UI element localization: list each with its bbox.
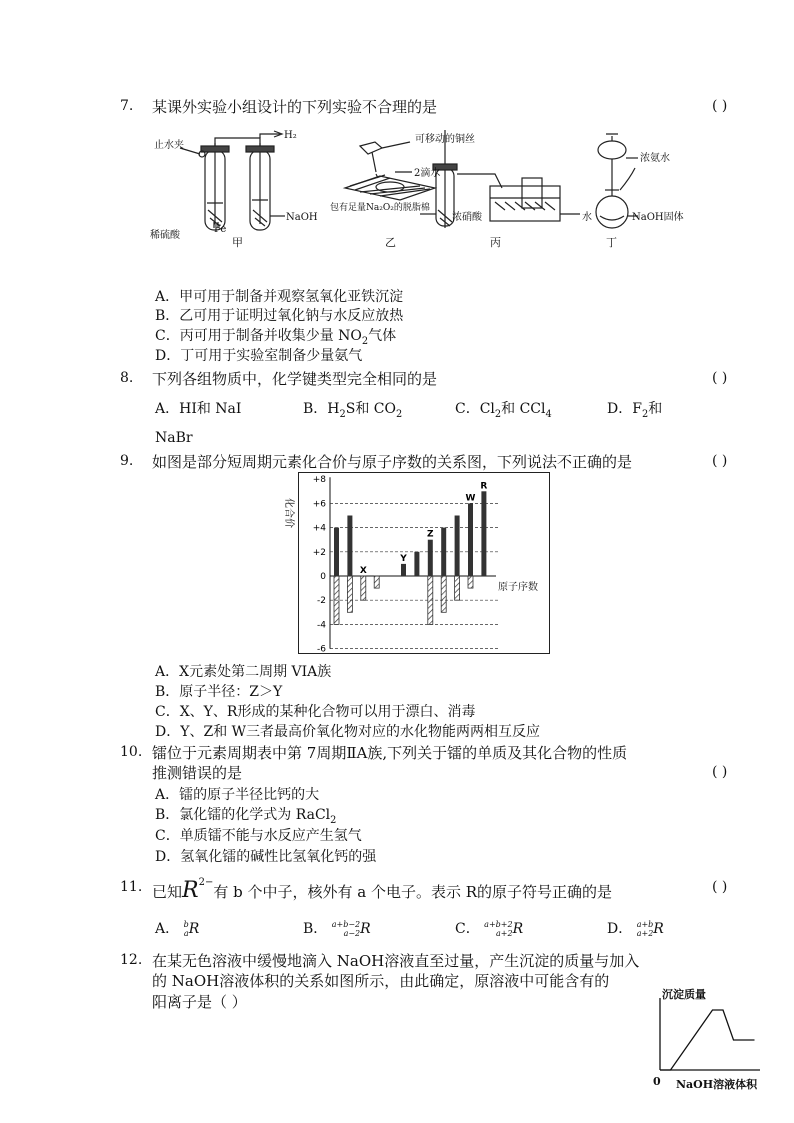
valence-chart-ylabel: 化合价 [283,498,294,528]
q11-option-a: A． b aR [155,920,200,938]
q9-option-a: A．X元素处第二周期 VIA族 [155,664,332,680]
valence-bar-positive [468,503,473,576]
question-9-text: 如图是部分短周期元素化合价与原子序数的关系图，下列说法不正确的是 [152,453,633,471]
fig-label-nonganshui: 浓氨水 [640,153,670,164]
question-11-number: 11. [120,879,143,895]
q9-option-d: D．Y、Z和 W三者最高价氧化物对应的水化物能两两相互反应 [155,724,541,740]
valence-bar-negative [374,576,379,588]
q11-option-b: B． a+b−2 a−2R [303,920,371,938]
question-10-text-line2: 推测错误的是 [152,764,243,782]
question-11-answer-paren: ( ) [712,879,728,895]
valence-bar-positive [334,528,339,576]
q10-option-d: D．氢氧化镭的碱性比氢氧化钙的强 [155,849,377,865]
precip-ylabel: 沉淀质量 [662,988,706,1001]
valence-y-tick-label: +4 [312,523,326,534]
fig-caption-jia: 甲 [232,236,243,249]
valence-y-tick-label: -2 [317,596,326,607]
fig-label-nongxiaosuan: 浓硝酸 [452,212,482,223]
fig-label-shui: 水 [582,212,592,223]
valence-point-label: W [465,493,476,504]
q7-option-c: C．丙可用于制备并收集少量 $NO_2$气体 [155,328,397,347]
valence-bar-negative [347,576,352,612]
q9-option-c: C．X、Y、R形成的某种化合物可以用于漂白、消毒 [155,704,476,720]
question-12-line2: 的 NaOH溶液体积的关系如图所示，由此确定，原溶液中可能含有的 [152,972,610,990]
question-12-line1: 在某无色溶液中缓慢地滴入 NaOH溶液直至过量，产生沉淀的质量与加入 [152,952,640,970]
valence-bar-positive [414,552,419,576]
precip-curve [660,1010,755,1070]
question-10-number: 10. [120,744,143,760]
fig-caption-bing: 丙 [490,236,501,249]
valence-y-tick-label: 0 [320,572,326,582]
valence-bar-positive [401,564,406,576]
q9-option-b: B．原子半径：Z＞Y [155,684,283,700]
valence-bar-negative [361,576,366,600]
q8-option-a: A．HI和 NaI [155,401,242,417]
valence-chart-xlabel: 原子序数 [498,582,538,593]
q8-option-d: D．$F_2$和 [607,401,663,420]
valence-point-label: R [480,481,488,492]
fig-caption-ding: 丁 [606,236,617,249]
valence-point-label: Y [400,553,407,564]
question-9-answer-paren: ( ) [712,453,728,469]
valence-y-tick-label: +2 [312,547,326,558]
question-7-text: 某课外实验小组设计的下列实验不合理的是 [152,98,438,116]
question-11-text: 已知$R^{2-}$有 b 个中子，核外有 a 个电子。表示 R的原子符号正确的是 [152,877,613,903]
question-12-number: 12. [120,952,143,968]
fig-label-dishui: 2滴水 [414,168,441,179]
valence-y-tick-label: +8 [312,475,326,486]
valence-bar-negative [455,576,460,600]
question-10-answer-paren: ( ) [712,764,728,780]
valence-bar-negative [428,576,433,624]
q11-option-c: C． a+b+2 a+2R [455,920,524,938]
precip-xlabel: NaOH溶液体积 [676,1078,758,1091]
q10-option-c: C．单质镭不能与水反应产生氢气 [155,828,362,844]
fig-label-mianhua: 包有足量Na₂O₂的脱脂棉 [330,203,430,213]
valence-point-label: X [359,566,367,576]
valence-y-tick-label: -6 [317,644,326,655]
valence-bar-positive [455,516,460,577]
question-8-number: 8. [120,370,134,386]
fig-label-h2: H₂ [284,130,297,141]
q7-option-d: D．丁可用于实验室制备少量氨气 [155,348,363,364]
question-9-number: 9. [120,453,134,469]
fig-label-fe: Fe [214,224,227,235]
question-8-text: 下列各组物质中，化学键类型完全相同的是 [152,370,438,388]
valence-bar-negative [468,576,473,588]
valence-bar-positive [428,540,433,576]
q8-option-c: C．$Cl_2$和 CCl$_4$ [455,401,552,420]
q8-option-b: B．$H_2S$和 $CO_2$ [303,401,403,420]
valence-bar-positive [347,516,352,577]
precip-origin: 0 [653,1075,661,1088]
valence-y-tick-label: -4 [317,620,326,631]
fig-label-naoh: NaOH [286,212,318,223]
valence-bar-negative [441,576,446,612]
q8-option-d-wrap: NaBr [155,430,193,446]
valence-bar-positive [481,491,486,576]
valence-point-label: Z [427,529,434,540]
fig-label-tongsi: 可移动的铜丝 [415,134,475,145]
valence-bar-positive [441,528,446,576]
q7-option-b: B．乙可用于证明过氧化钠与水反应放热 [155,308,404,324]
apparatus-figure [150,128,684,253]
question-10-text-line1: 镭位于元素周期表中第 7周期ⅡA族,下列关于镭的单质及其化合物的性质 [152,744,628,762]
valence-chart [283,472,550,655]
question-12-line3: 阳离子是（ ） [152,993,247,1011]
valence-bar-negative [334,576,339,624]
fig-label-xiliusuan: 稀硫酸 [150,230,180,241]
q10-option-a: A．镭的原子半径比钙的大 [155,787,320,803]
q10-option-b: B．氯化镭的化学式为 RaCl$_2$ [155,807,337,826]
fig-label-zhishuijia: 止水夹 [154,140,184,151]
question-7-number: 7. [120,98,134,114]
valence-y-tick-label: +6 [312,499,326,510]
q11-option-d: D． a+b a+2R [607,920,664,938]
question-7-answer-paren: ( ) [712,98,728,114]
fig-label-naohguti: NaOH固体 [632,212,684,223]
fig-caption-yi: 乙 [385,236,396,249]
q7-option-a: A．甲可用于制备并观察氢氧化亚铁沉淀 [155,289,404,305]
question-8-answer-paren: ( ) [712,370,728,386]
precipitate-chart [648,984,768,1094]
